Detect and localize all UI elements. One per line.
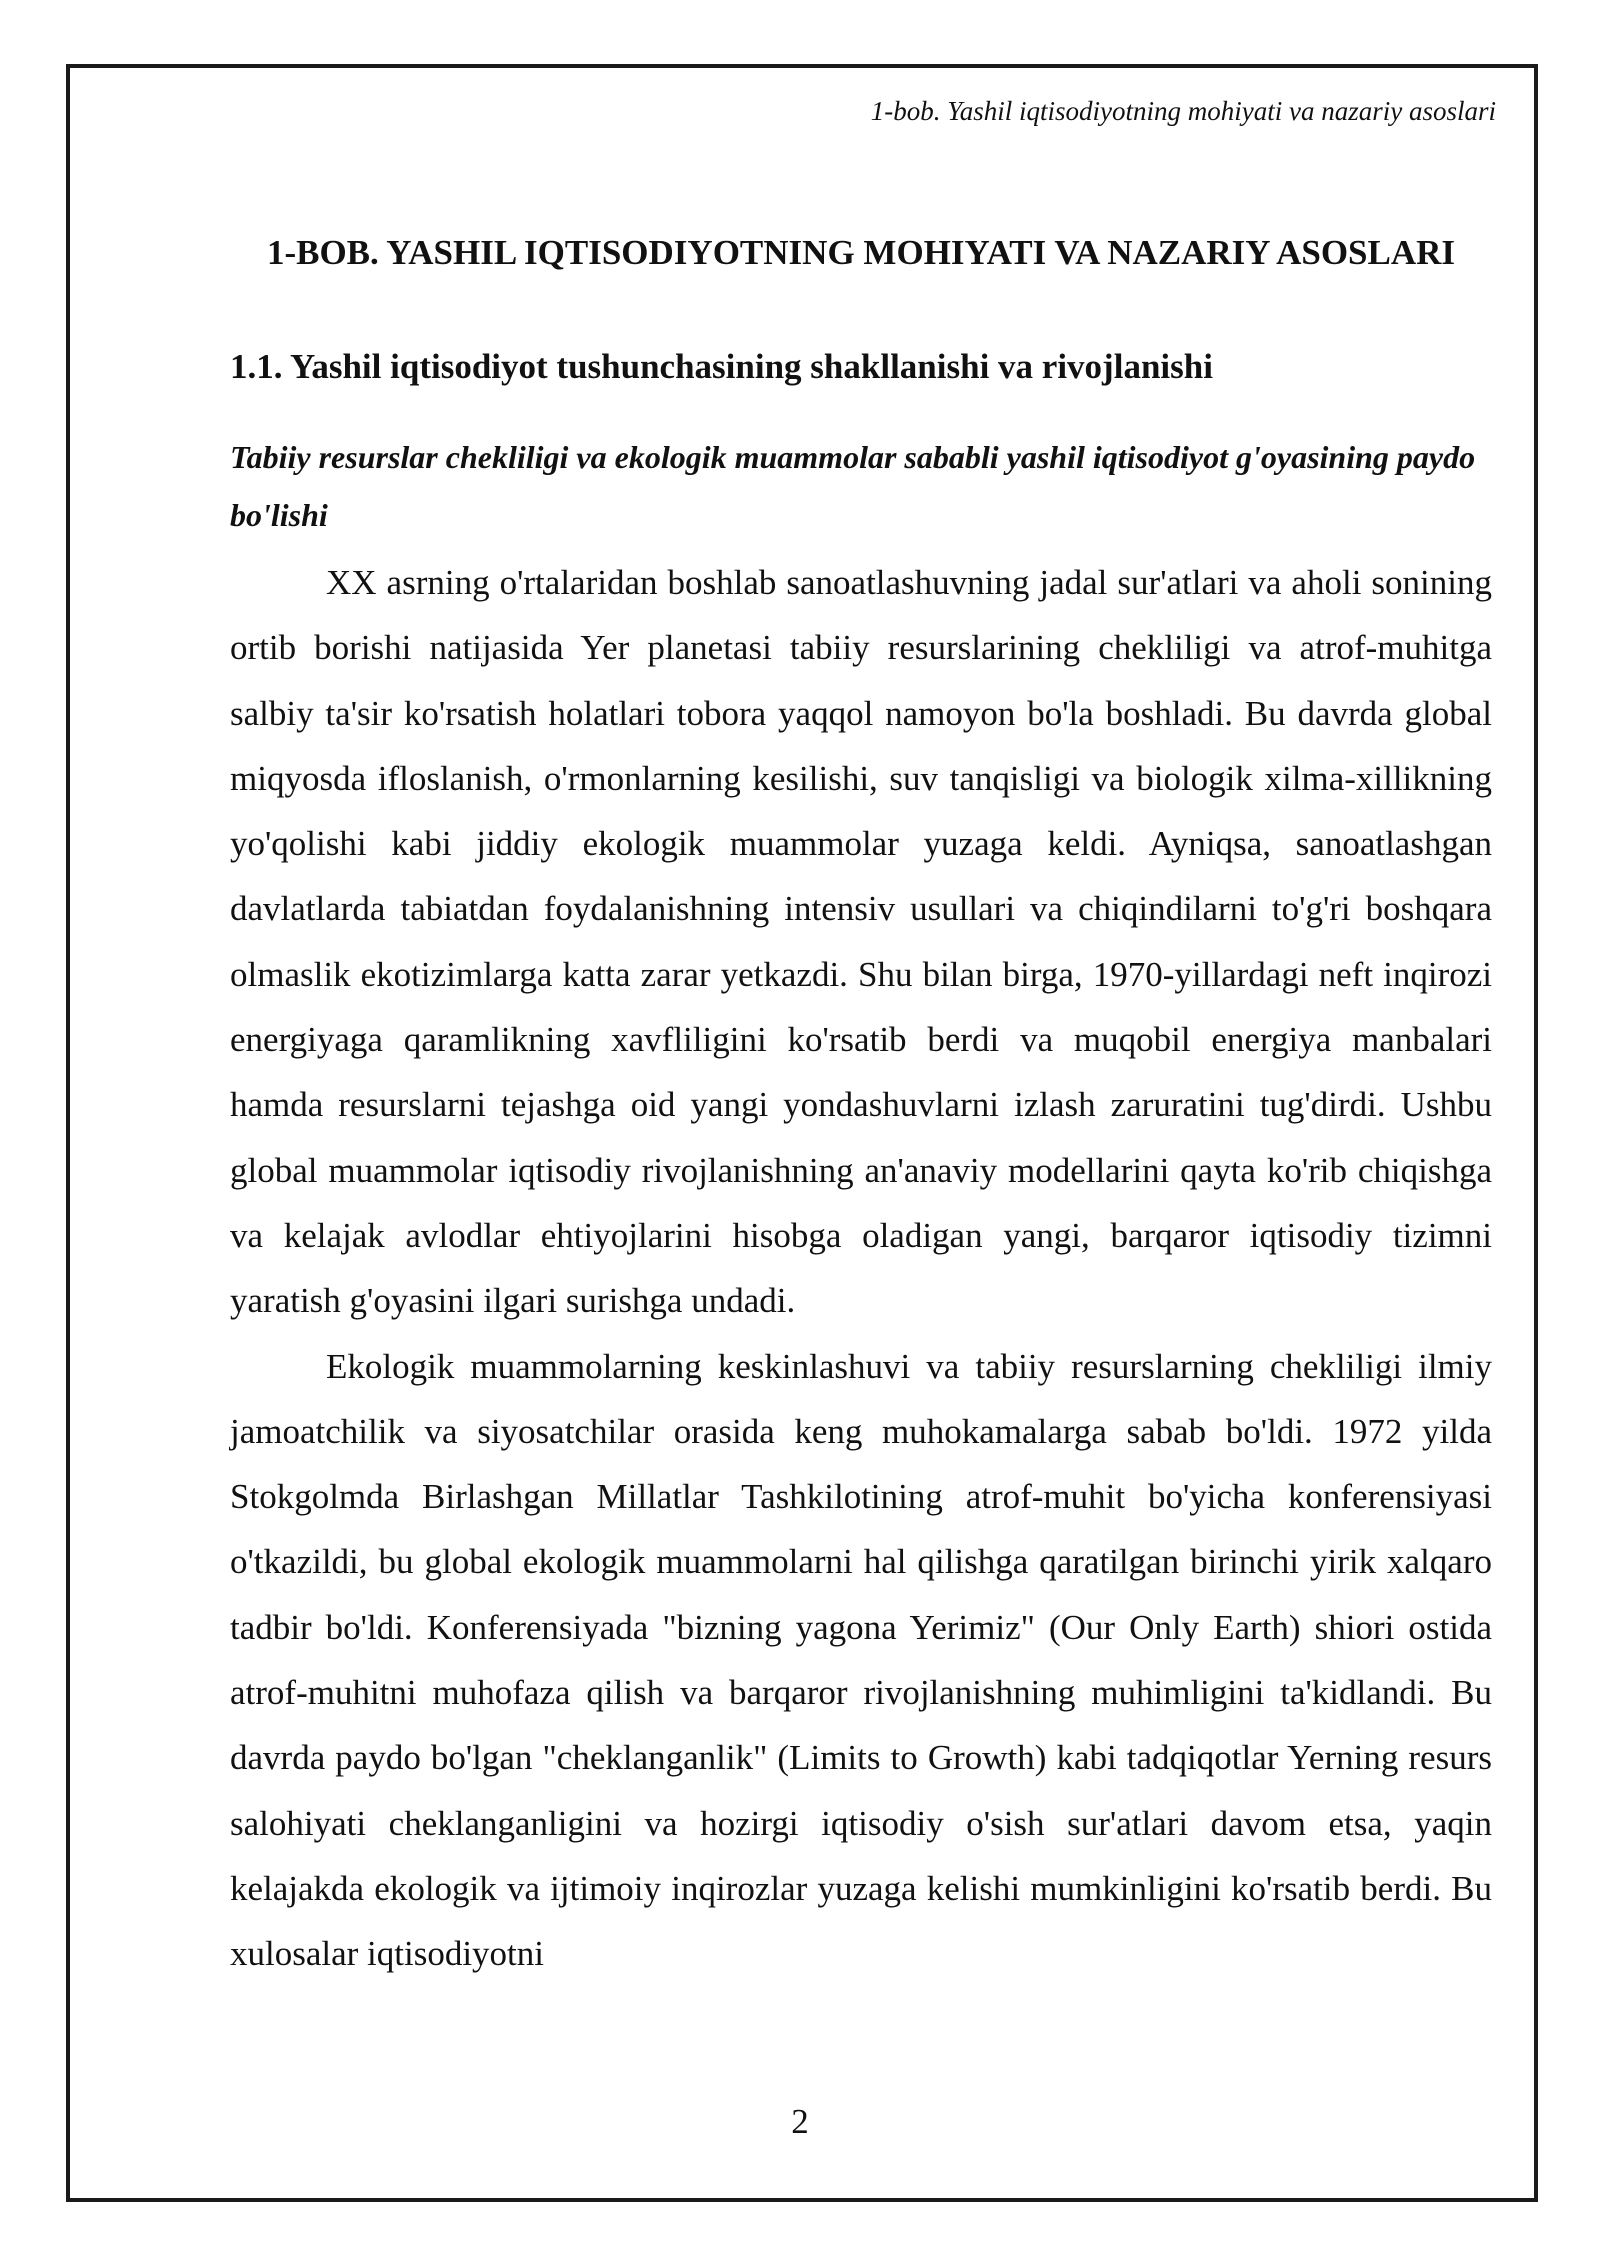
body-paragraph-1: XX asrning o'rtalaridan boshlab sanoatlashuvning jadal sur'atlari va aholi sonining ortib borishi natijasida Yer planetasi tabiiy resurslarining chekliligi va atrof-muhitga salbiy ta'sir ko'rsatish holatlari tobora yaqqol namoyon bo'la boshladi. Bu davrda global miqyosda ifloslanish, o'rmonlarning kesilishi, suv tanqisligi va biologik xilma-xillikning yo'qolishi kabi jiddiy ekologik muammolar yuzaga keldi. Ayniqsa, sanoatlashgan davlatlarda tabiatdan foydalanishning intensiv usullari va chiqindilarni to'g'ri boshqara olmaslik ekotizimlarga katta zarar yetkazdi. Shu bilan birga, 1970-yillardagi neft inqirozi energiyaga qaramlikning xavfliligini ko'rsatib berdi va muqobil energiya manbalari hamda resurslarni tejashga oid yangi yondashuvlarni izlash zaruratini tug'dirdi. Ushbu global muammolar iqtisodiy rivojlanishning an'anaviy modellarini qayta ko'rib chiqishga va kelajak avlodlar ehtiyojlarini hisobga oladigan yangi, barqaror iqtisodiy tizimni yaratish g'oyasini ilgari surishga undadi.	[230, 563, 1492, 1321]
page-content	[230, 200, 1492, 1987]
subsection-title: Tabiiy resurslar chekliligi va ekologik muammolar sababli yashil iqtisodiyot g'oyasining paydo bo'lishi	[230, 439, 1476, 533]
body-paragraph-2: Ekologik muammolarning keskinlashuvi va tabiiy resurslarning chekliligi ilmiy jamoatchilik va siyosatchilar orasida keng muhokamalarga sabab bo'ldi. 1972 yilda Stokgolmda Birlashgan Millatlar Tashkilotining atrof-muhit bo'yicha konferensiyasi o'tkazildi, bu global ekologik muammolarni hal qilishga qaratilgan birinchi yirik xalqaro tadbir bo'ldi. Konferensiyada "bizning yagona Yerimiz" (Our Only Earth) shiori ostida atrof-muhitni muhofaza qilish va barqaror rivojlanishning muhimligini ta'kidlandi. Bu davrda paydo bo'lgan "cheklanganlik" (Limits to Growth) kabi tadqiqotlar Yerning resurs salohiyati cheklanganligini va hozirgi iqtisodiy o'sish sur'atlari davom etsa, yaqin kelajakda ekologik va ijtimoiy inqirozlar yuzaga kelishi mumkinligini ko'rsatib berdi. Bu xulosalar iqtisodiyotni	[230, 1346, 1492, 1974]
chapter-title: 1-BOB. YASHIL IQTISODIYOTNING MOHIYATI VA NAZARIY ASOSLARI	[266, 233, 1456, 272]
page-number: 2	[791, 2102, 809, 2141]
section-title: 1.1. Yashil iqtisodiyot tushunchasining shakllanishi va rivojlanishi	[230, 347, 1213, 386]
running-header: 1-bob. Yashil iqtisodiyotning mohiyati va nazariy asoslari	[870, 96, 1496, 126]
